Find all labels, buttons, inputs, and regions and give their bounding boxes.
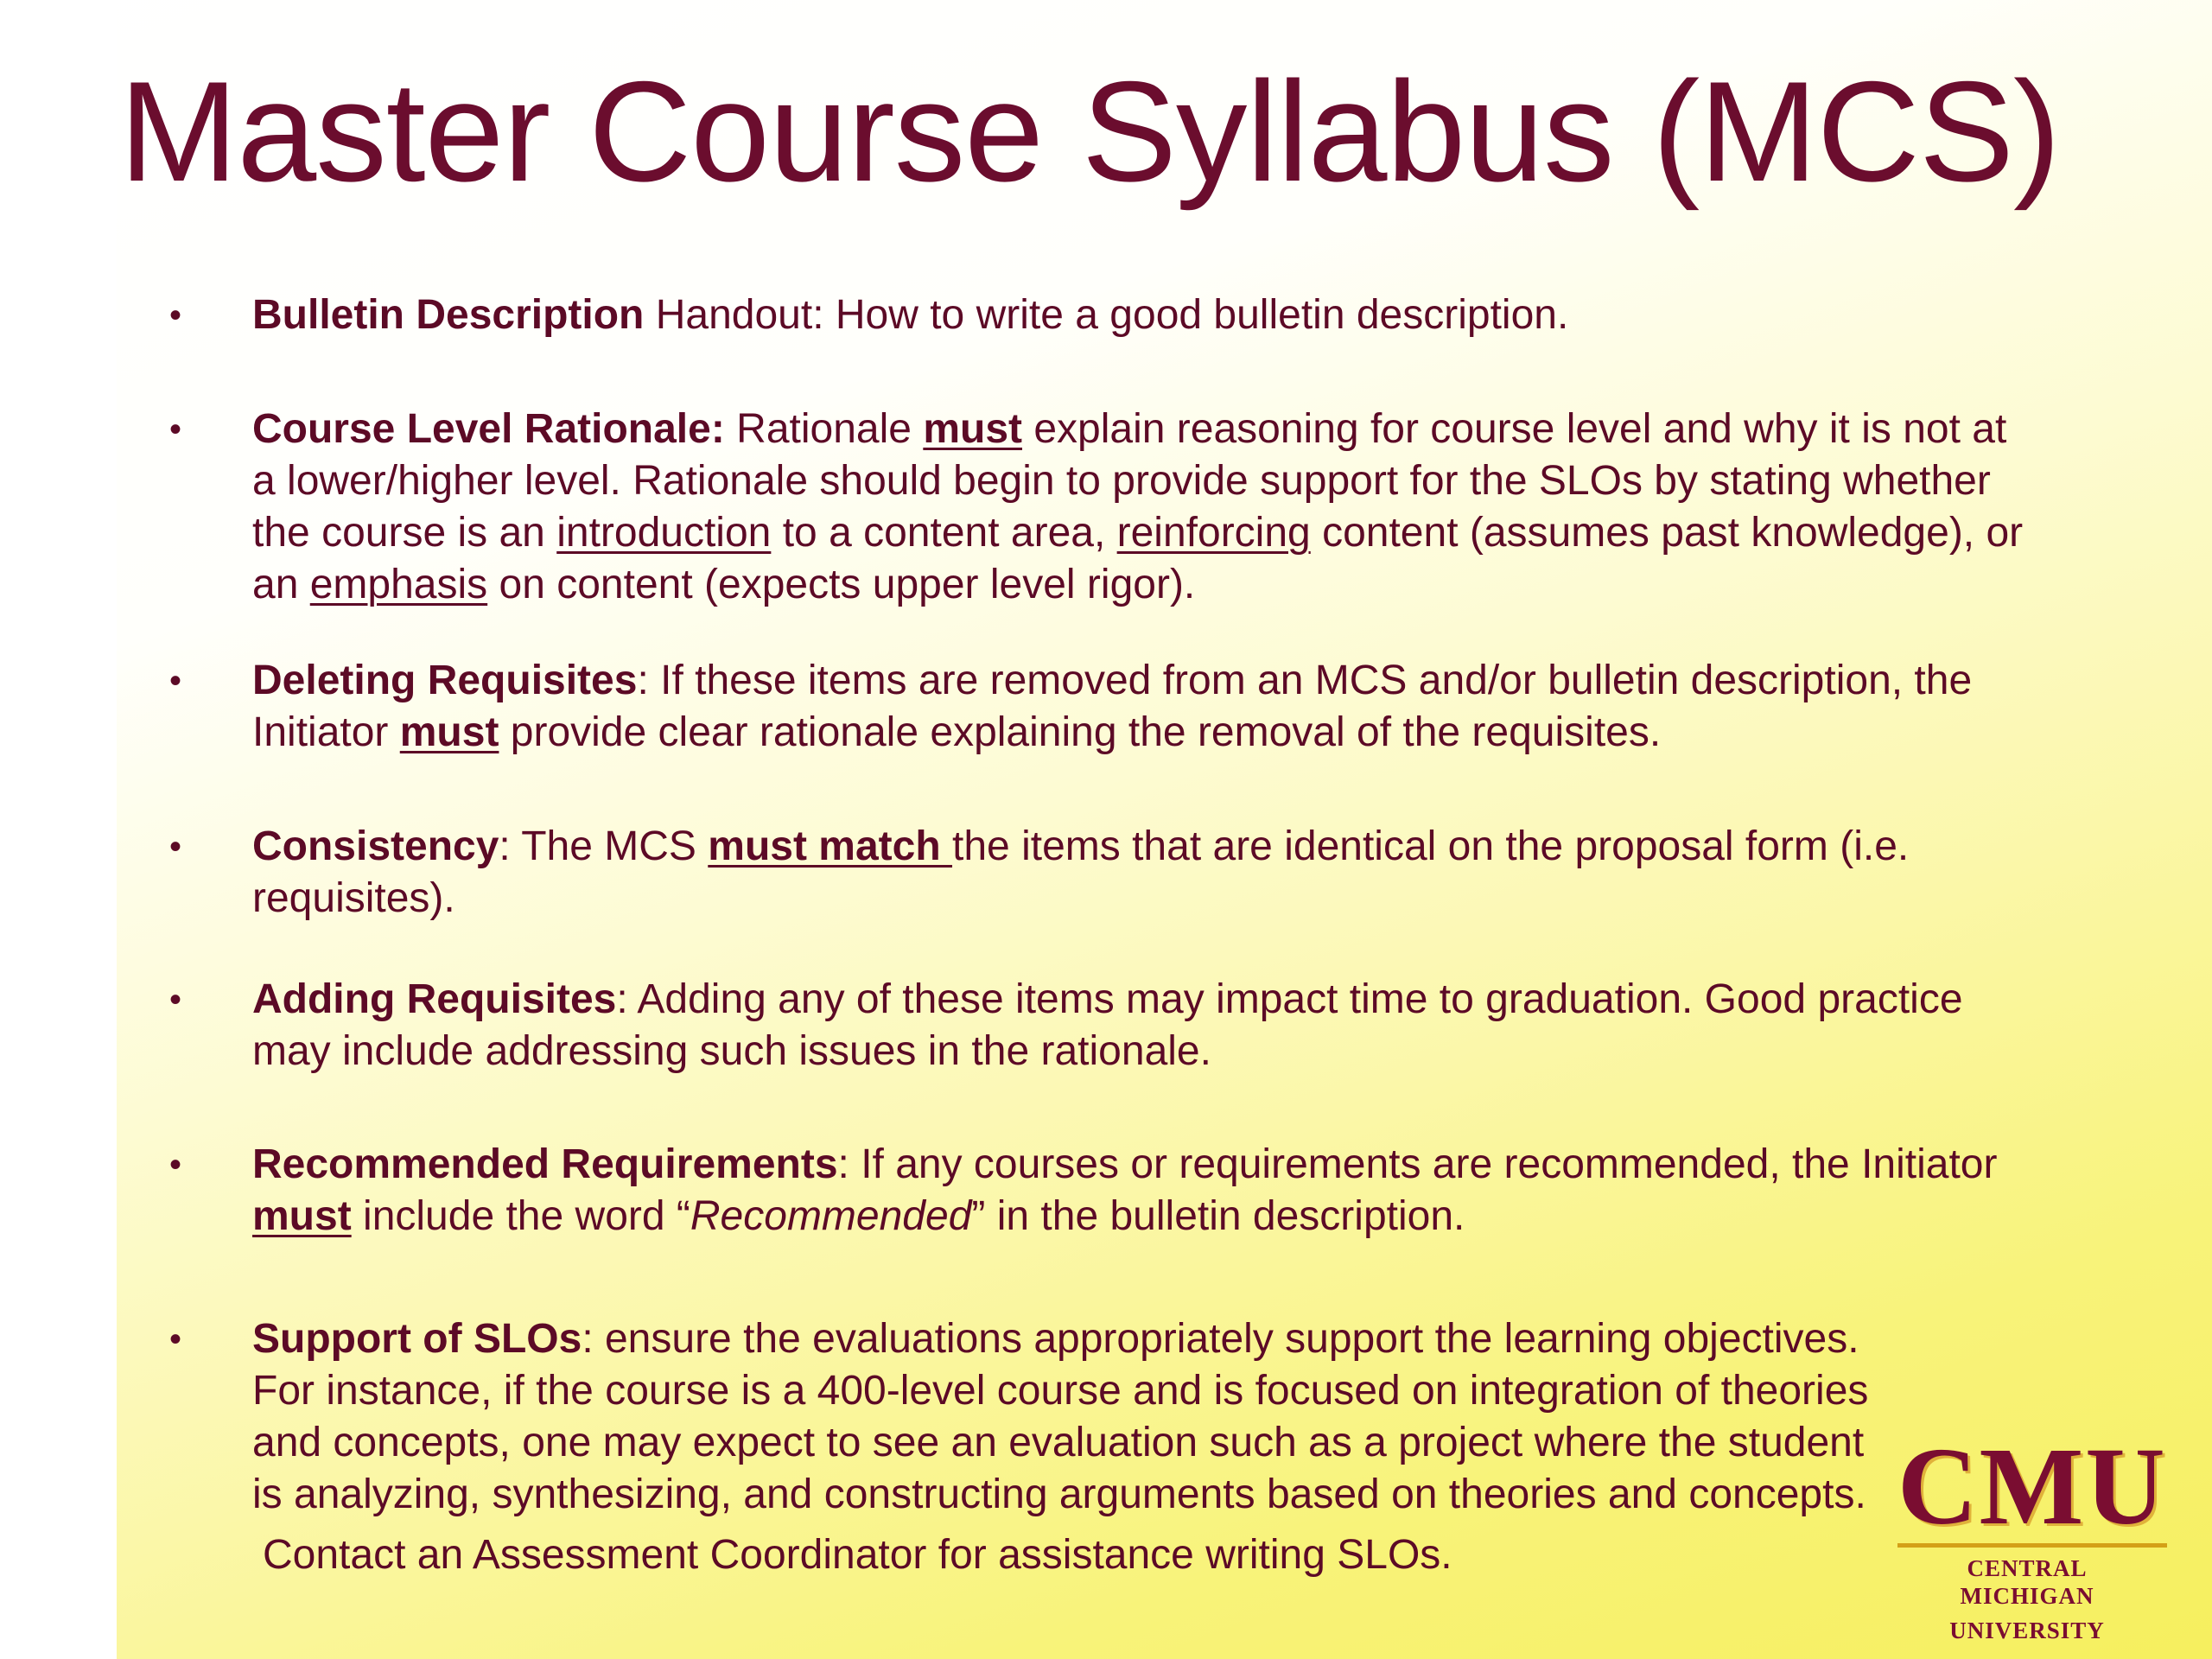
bullet-text: ” in the bulletin description. [971, 1193, 1465, 1239]
bullet-text: content (assumes past knowledge), or an [252, 510, 2024, 607]
bullet-text: to a content area, [771, 510, 1117, 556]
bullet-term: Bulletin Description [252, 292, 645, 338]
cmu-logo [1897, 1425, 2167, 1644]
bullet-text: : If these items are removed from an MCS and/or bulletin description, the Initiator [252, 658, 1973, 755]
bullet-bulletin-description [169, 289, 2032, 341]
contact-note: Contact an Assessment Coordinator for assistance writing SLOs. [263, 1532, 1452, 1578]
bullet-consistency [169, 821, 2032, 925]
bullet-text: Rationale [724, 406, 924, 452]
cmu-logo-line1: CENTRAL MICHIGAN [1960, 1555, 2094, 1609]
bullet-term: Consistency [252, 823, 499, 869]
emphasis-must: must [252, 1193, 352, 1239]
bullet-support-of-slos [169, 1313, 1894, 1521]
bullet-text: : If any courses or requirements are recommended, the Initiator [837, 1141, 1998, 1187]
bullet-term: Recommended Requirements [252, 1141, 838, 1187]
cmu-logo-mark: CMU [1897, 1425, 2167, 1548]
bullet-term: Deleting Requisites [252, 658, 638, 703]
bullet-marker: • [169, 662, 182, 700]
bullet-text: : ensure the evaluations appropriately support the learning objectives. For instance, if the course is a 400-level course and is focused on integration of theories and concepts, one may expect to see an evaluation such as a project where the student is analyzing, synthesizing, and constructing arguments based on theories and concepts. [252, 1316, 1869, 1517]
bullet-adding-requisites [169, 974, 2032, 1077]
bullet-term: Support of SLOs [252, 1316, 582, 1362]
bullet-marker: • [169, 828, 182, 866]
bullet-deleting-requisites [169, 655, 2032, 759]
bullet-marker: • [169, 410, 182, 448]
underlined-emphasis: emphasis [309, 562, 488, 607]
bullet-text: : Adding any of these items may impact time to graduation. Good practice may include addressing such issues in the rationale. [252, 976, 1963, 1074]
bullet-text: the items that are identical on the proposal form (i.e. requisites). [252, 823, 1910, 921]
bullet-text: : The MCS [499, 823, 709, 869]
underlined-introduction: introduction [556, 510, 772, 556]
bullet-text: explain reasoning for course level and why it is not at a lower/higher level. Rationale should begin to provide support for the SLOs by stating whether the course is an [252, 406, 2007, 556]
emphasis-must: must [923, 406, 1022, 452]
slide-title: Master Course Syllabus (MCS) [119, 52, 2060, 211]
emphasis-must: must [399, 709, 499, 755]
slide-left-margin [0, 0, 117, 1659]
italic-recommended: Recommended [690, 1193, 972, 1239]
bullet-marker: • [169, 981, 182, 1019]
underlined-reinforcing: reinforcing [1116, 510, 1311, 556]
bullet-marker: • [169, 1146, 182, 1184]
bullet-term: Adding Requisites [252, 976, 617, 1022]
bullet-text: Handout: How to write a good bulletin description. [644, 292, 1569, 338]
bullet-marker: • [169, 296, 182, 334]
bullet-term: Course Level Rationale: [252, 406, 725, 452]
bullet-text: provide clear rationale explaining the removal of the requisites. [499, 709, 1662, 755]
bullet-course-level-rationale [169, 404, 2032, 611]
bullet-recommended-requirements [169, 1139, 2032, 1243]
bullet-marker: • [169, 1320, 182, 1358]
emphasis-must-match: must match [708, 823, 953, 869]
bullet-text: include the word “ [351, 1193, 690, 1239]
cmu-logo-line2: UNIVERSITY [1949, 1618, 2105, 1643]
bullet-text: on content (expects upper level rigor). [487, 562, 1196, 607]
